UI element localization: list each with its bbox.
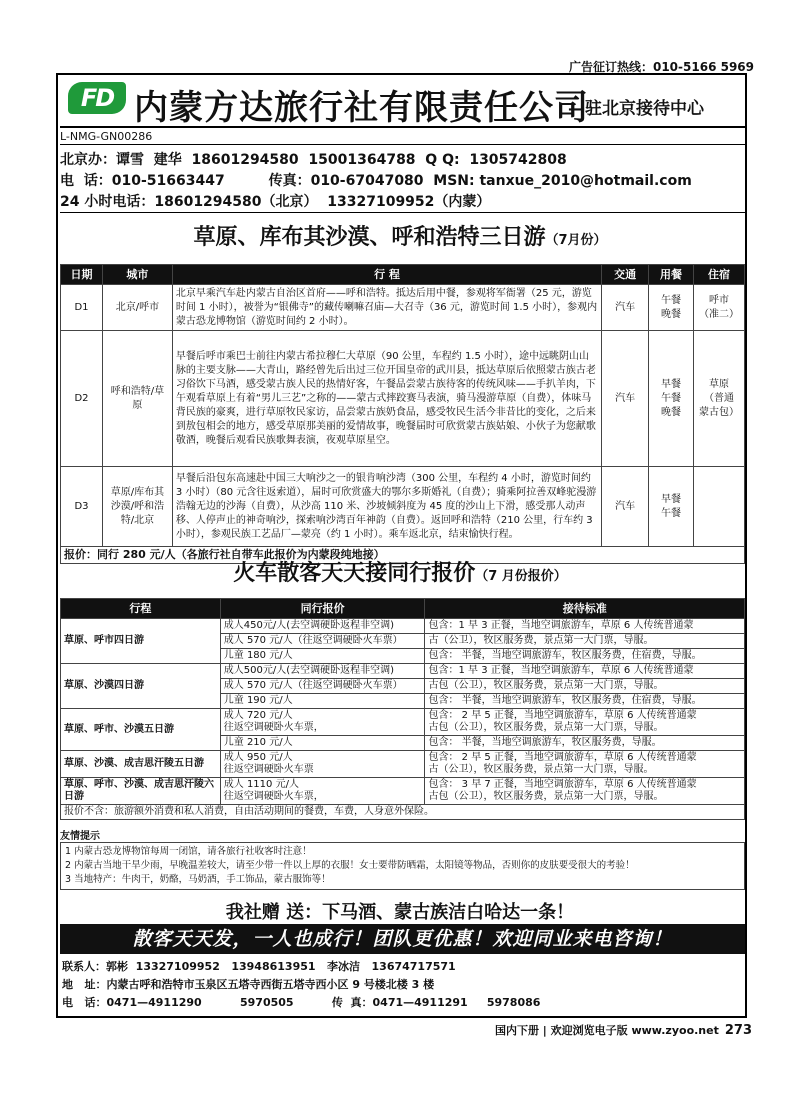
day-cell: D2 (61, 331, 103, 467)
divider (60, 126, 745, 128)
table-row (61, 467, 745, 547)
col-header-day: 日期 (61, 265, 103, 285)
city-cell: 草原/库布其沙漠/呼和浩特/北京 (102, 467, 172, 547)
lodging-cell: 草原 （普通 蒙古包） (694, 331, 745, 467)
day-cell: D3 (61, 467, 103, 547)
price-cell: 成人 1110 元/人 往返空调硬卧火车票， (220, 778, 425, 805)
price-cell: 成人 570 元/人（往返空调硬卧火车票） (220, 634, 425, 649)
city-cell: 北京/呼市 (102, 285, 172, 331)
col-header-lodging: 住宿 (694, 265, 745, 285)
table-row (61, 709, 745, 736)
transport-cell: 汽车 (602, 285, 649, 331)
table-row (61, 285, 745, 331)
tips-box (60, 842, 745, 890)
standard-cell: 古包（公卫），牧区服务费，景点第一大门票，导服。 (425, 679, 745, 694)
page-number: 273 (724, 1023, 752, 1038)
table-row (61, 778, 745, 805)
tour1-itinerary-table (60, 264, 745, 564)
standard-cell: 包含： 半餐，当地空调旅游车，牧区服务费，导服。 (425, 736, 745, 751)
col-header-route: 行程 (61, 599, 221, 619)
lodging-cell: 呼市 （准二） (694, 285, 745, 331)
route-cell: 草原、沙漠四日游 (61, 664, 221, 709)
standard-cell: 包含：1 早 3 正餐，当地空调旅游车，草原 6 人传统普通蒙 (425, 619, 745, 634)
price-cell: 成人 950 元/人 往返空调硬卧火车票 (220, 751, 425, 778)
meals-cell: 午餐 晚餐 (649, 285, 694, 331)
company-subtitle: —驻北京接待中心 (568, 99, 704, 119)
route-cell: 草原、呼市四日游 (61, 619, 221, 664)
route-cell: 草原、呼市、沙漠、成吉思汗陵六日游 (61, 778, 221, 805)
standard-cell: 包含：1 早 3 正餐，当地空调旅游车，草原 6 人传统普通蒙 (425, 664, 745, 679)
price-cell: 儿童 180 元/人 (220, 649, 425, 664)
transport-cell: 汽车 (602, 467, 649, 547)
col-header-price: 同行报价 (220, 599, 425, 619)
table-row (61, 664, 745, 679)
col-header-standard: 接待标准 (425, 599, 745, 619)
exclude-row (61, 805, 745, 820)
itinerary-cell: 北京早乘汽车赴内蒙古自治区首府——呼和浩特。抵达后用中餐，参观将军衙署（25 元，游览时间 1 小时），被誉为“银佛寺”的藏传喇嘛召庙—大召寺（36 元，游览时间 1.5 小时），参观内蒙古恐龙博物馆（游览时间约 2 小时）。 (172, 285, 601, 331)
tour2-title-text: 火车散客天天接同行报价 (233, 561, 476, 586)
tour1-month: （7月份） (545, 233, 607, 248)
footer-text: 国内下册 | 欢迎浏览电子版 www.zyoo.net (494, 1024, 719, 1037)
tip-item: 2 内蒙古当地干旱少雨，早晚温差较大，请至少带一件以上厚的衣服！女士要带防晒霜，太阳镜等物品，否则你的皮肤要受很大的考验！ (65, 860, 635, 871)
meals-cell: 早餐 午餐 (649, 467, 694, 547)
tour2-price-table (60, 598, 745, 820)
price-cell: 成人 720 元/人 往返空调硬卧火车票， (220, 709, 425, 736)
page-footer (495, 1022, 752, 1038)
contact-line-phone: 电 话：010-51663447 传真：010-67047080 MSN: tanxue_2010@hotmail.com (60, 173, 692, 189)
standard-cell: 包含： 2 早 5 正餐，当地空调旅游车，草原 6 人传统普通蒙 古包（公卫），牧区服务费，景点第一大门票，导服。 (425, 709, 745, 736)
itinerary-cell: 早餐后沿包东高速赴中国三大响沙之一的银肯响沙湾（300 公里，车程约 4 小时，游览时间约 3 小时）（80 元含往返索道），届时可欣赏盛大的鄂尔多斯婚礼（自费）；骑乘阿拉善双峰驼漫游浩翰无边的沙海（自费），从沙高 110 米、沙坡倾斜度为 45 度的沙山上下滑，感受那人动声移、人停声止的神奇响沙，探索响沙湾百年神韵（自费）。返回呼和浩特（210 公里，行车约 3 小时），参观民族工艺品厂—蒙亮（约 1 小时）。乘车返北京，结束愉快行程。 (172, 467, 601, 547)
tip-item: 3 当地特产：牛肉干，奶酪，马奶酒，手工饰品，蒙古服饰等！ (65, 874, 331, 885)
divider (60, 212, 745, 213)
lodging-cell (694, 467, 745, 547)
tips-title: 友情提示 (60, 831, 100, 842)
meals-cell: 早餐 午餐 晚餐 (649, 331, 694, 467)
price-cell: 儿童 190 元/人 (220, 694, 425, 709)
company-name: 内蒙方达旅行社有限责任公司 (134, 88, 589, 128)
office-address: 地 址：内蒙古呼和浩特市玉泉区五塔寺西街五塔寺西小区 9 号楼北楼 3 楼 (62, 978, 435, 991)
price-cell: 成人450元/人(去空调硬卧返程非空调) (220, 619, 425, 634)
table-header-row (61, 265, 745, 285)
standard-cell: 包含： 3 早 7 正餐，当地空调旅游车，草原 6 人传统普通蒙 古包（公卫），牧区服务费，景点第一大门票，导服。 (425, 778, 745, 805)
tip-item: 1 内蒙古恐龙博物馆每周一闭馆，请各旅行社收客时注意！ (65, 846, 312, 857)
col-header-transport: 交通 (602, 265, 649, 285)
standard-cell: 包含： 2 早 5 正餐，当地空调旅游车，草原 6 人传统普通蒙 古（公卫），牧区服务费，景点第一大门票，导服。 (425, 751, 745, 778)
tour1-title (0, 220, 800, 251)
table-header-row (61, 599, 745, 619)
transport-cell: 汽车 (602, 331, 649, 467)
table-row (61, 331, 745, 467)
price-exclusions: 报价不含：旅游额外消费和私人消费，自由活动期间的餐费，车费，人身意外保险。 (61, 805, 745, 820)
tour2-title (0, 556, 800, 587)
price-cell: 成人 570 元/人（往返空调硬卧火车票） (220, 679, 425, 694)
contact-persons: 联系人：郭彬 13327109952 13948613951 李冰洁 13674717571 (62, 960, 456, 973)
office-phone-fax: 电 话：0471—4911290 5970505 传 真：0471—4911291 5978086 (62, 996, 541, 1009)
table-row (61, 751, 745, 778)
city-cell: 呼和浩特/草原 (102, 331, 172, 467)
tour1-price: 报价：同行 280 元/人（各旅行社自带车此报价为内蒙段纯地接） (61, 547, 745, 564)
standard-cell: 包含： 半餐，当地空调旅游车，牧区服务费，住宿费，导服。 (425, 649, 745, 664)
col-header-meals: 用餐 (649, 265, 694, 285)
route-cell: 草原、呼市、沙漠五日游 (61, 709, 221, 751)
divider (60, 144, 745, 145)
tour1-title-text: 草原、库布其沙漠、呼和浩特三日游 (193, 225, 546, 250)
day-cell: D1 (61, 285, 103, 331)
itinerary-cell: 早餐后呼市乘巴士前往内蒙古希拉穆仁大草原（90 公里，车程约 1.5 小时），途中远眺阴山山脉的主要支脉——大青山，路经曾先后出过三位开国皇帝的武川县，抵达草原后依照蒙古族古老习俗饮下马酒，感受蒙古族人民的热情好客，午餐品尝蒙古族待客的传统风味——手扒羊肉，下午观看草原上有着“男儿三艺”之称的——蒙古式摔跤赛马表演，骑马漫游草原（自费），体味马背民族的豪爽，进行草原牧民家访，品尝蒙古族奶食品，感受牧民生活今非昔比的变化，之后来到敖包相会的地方，感受草原那美丽的爱情故事，晚餐届时可欣赏蒙古族姑娘、小伙子为您献歌敬酒，晚餐后观看民族歌舞表演，夜观草原星空。 (172, 331, 601, 467)
price-cell: 成人500元/人(去空调硬卧返程非空调) (220, 664, 425, 679)
company-logo: FD (68, 82, 126, 114)
table-row (61, 619, 745, 634)
standard-cell: 古（公卫），牧区服务费，景点第一大门票，导服。 (425, 634, 745, 649)
price-cell: 儿童 210 元/人 (220, 736, 425, 751)
contact-line-24h: 24 小时电话：18601294580（北京） 13327109952（内蒙） (60, 194, 491, 210)
col-header-itinerary: 行 程 (172, 265, 601, 285)
gift-line: 我社赠 送：下马酒、蒙古族洁白哈达一条！ (225, 902, 575, 923)
col-header-city: 城市 (102, 265, 172, 285)
contact-line-beijing: 北京办：谭雪 建华 18601294580 15001364788 Q Q: 1305742808 (60, 152, 567, 168)
license-code: L-NMG-GN00286 (60, 130, 153, 143)
tour2-month: （7 月份报价） (475, 569, 567, 584)
standard-cell: 包含： 半餐，当地空调旅游车，牧区服务费，住宿费，导服。 (425, 694, 745, 709)
promo-banner: 散客天天发，一人也成行！团队更优惠！欢迎同业来电咨询！ (60, 924, 745, 954)
ad-hotline: 广告征订热线：010-5166 5969 (568, 60, 754, 74)
route-cell: 草原、沙漠、成吉思汗陵五日游 (61, 751, 221, 778)
